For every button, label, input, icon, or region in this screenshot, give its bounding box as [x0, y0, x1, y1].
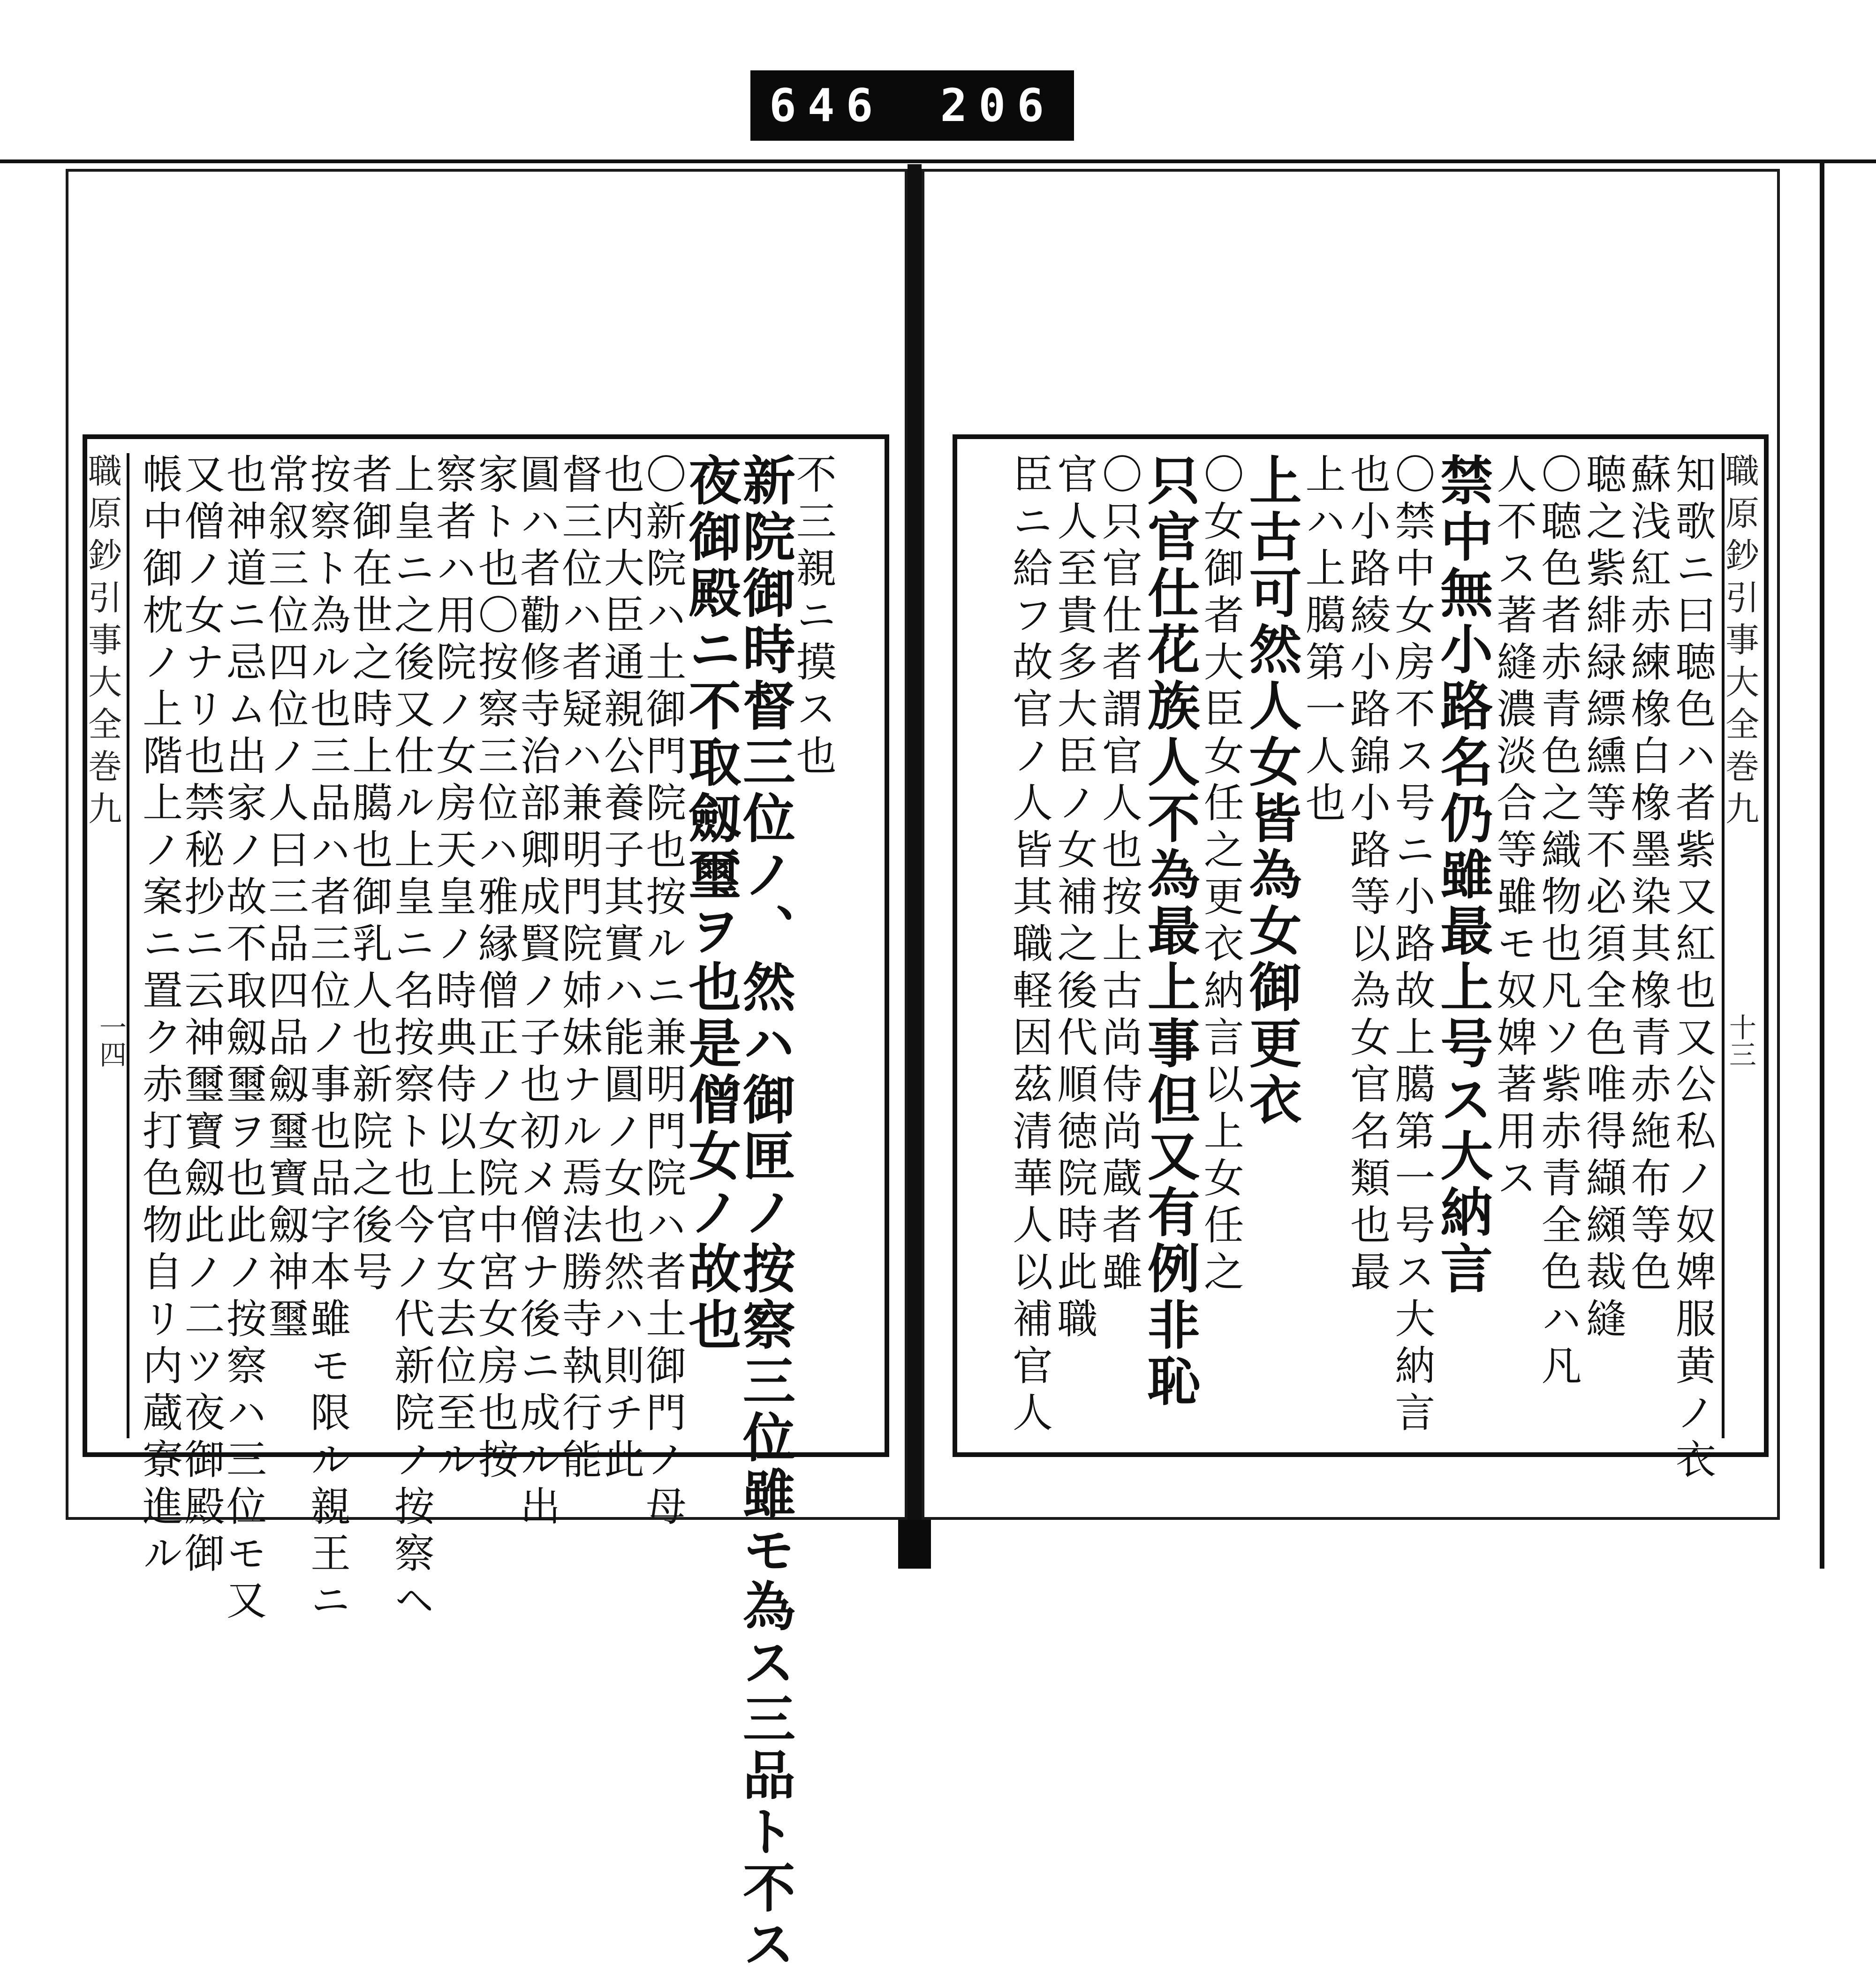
- right-column-15: 臣ニ給フ故官ノ人皆其職軽因茲清華人以補官人: [1006, 453, 1052, 1438]
- left-column-15: 又僧ノ女ナリ也禁秘抄ニ云神璽寶劔此ノ二ツ夜御殿御: [177, 453, 225, 1579]
- left-column-1: 不三親ニ摸ス也: [789, 453, 836, 782]
- left-column-6: 督三位ハ者疑ハ兼明門院姉妹ナル焉法勝寺執行能: [555, 453, 602, 1485]
- right-column-11: 〇女御者大臣女任之更衣納言以上女任之: [1196, 453, 1244, 1298]
- right-column-1: 知歌ニ曰聴色ハ者紫又紅也又公私ノ奴婢服黄ノ衣: [1668, 453, 1716, 1485]
- right-side-title: [1722, 453, 1764, 1438]
- left-volume-label: 引事大全巻九: [83, 580, 122, 833]
- right-book-title: 職原鈔: [1720, 453, 1759, 580]
- right-volume-label: 引事大全巻九: [1720, 580, 1759, 833]
- right-column-9: 上ハ上臈第一人也: [1298, 453, 1346, 828]
- right-column-12: 只官仕花族人不為最上事但又有例非恥: [1139, 453, 1201, 1410]
- left-side-title: [83, 453, 129, 1438]
- left-column-9: 察者ハ用院ノ女房天皇ノ時典侍以上官女去位至ル: [429, 453, 477, 1485]
- left-column-4: 〇新院ハ土御門院也按ルニ兼明門院ハ者土御門ノ母: [639, 453, 686, 1532]
- left-column-7: 圓ハ者勸修寺治部卿成賢ノ子也初メ僧ナ後ニ成ル出: [513, 453, 560, 1532]
- left-column-8: 家ト也〇按察三位ハ雅縁僧正ノ女院中宮女房也按: [471, 453, 518, 1485]
- right-page-number: 十三: [1725, 1013, 1756, 1068]
- scan-right-rule: [1820, 159, 1824, 1569]
- right-column-4: 〇聴色者赤青色之織物也凡ソ紫赤青全色ハ凡: [1534, 453, 1581, 1391]
- right-column-10: 上古可然人女皆為女御更衣: [1241, 453, 1302, 1129]
- book-spine-bottom: [898, 1520, 931, 1569]
- right-column-14: 官人至貴多大臣ノ女補之後代順徳院時此職: [1050, 453, 1097, 1344]
- left-book-title: 職原鈔: [83, 453, 122, 580]
- left-column-16: 帳中御枕ノ上階上ノ案ニ置ク赤打色物自リ内蔵寮進ル: [136, 453, 182, 1579]
- film-frame-label: [750, 70, 1074, 141]
- left-page-number: 一四: [95, 1013, 127, 1068]
- right-column-6: 禁中無小路名仍雖最上号ス大納言: [1431, 453, 1493, 1298]
- right-text-columns: [1006, 453, 1716, 1485]
- frame-number: 206: [940, 79, 1055, 132]
- left-text-frame: [83, 434, 889, 1973]
- right-column-5: 人不ス著縫濃淡合等雖モ奴婢著用ス: [1490, 453, 1537, 1204]
- right-text-frame: [953, 434, 1769, 1485]
- left-column-5: 也内大臣通親公養子其實ハ能圓ノ女也然ハ則チ此: [597, 453, 644, 1485]
- left-column-14: 也神道ニ忌ム出家ノ故不取劔璽ヲ也此ノ按察ハ三位モ又: [219, 453, 266, 1626]
- right-column-7: 〇禁中女房不ス号ニ小路故上臈第一号ス大納言: [1388, 453, 1435, 1438]
- left-column-10: 上皇ニ之後又仕ル上皇ニ名按察ト也今ノ代新院ノ按察ヘ: [387, 453, 434, 1626]
- right-column-3: 聴之紫緋緑縹纁等不必須全色唯得纈纐裁縫: [1579, 453, 1626, 1344]
- left-column-12: 按察ト為ル也三品ハ者三位ノ事也品字本雖モ限ル親王ニ: [303, 453, 350, 1626]
- left-column-13: 常叙三位四位ノ人曰三品四品劔璽寶劔神璽: [261, 453, 309, 1344]
- left-page: [66, 169, 908, 1973]
- right-page: [922, 169, 1780, 1520]
- reel-number: 646: [769, 79, 885, 132]
- right-column-13: 〇只官仕者謂官人也按上古尚侍尚蔵者雖: [1095, 453, 1142, 1298]
- left-column-2: 新院御時督三位ノ、然ハ御匣ノ按察三位雖モ為ス三品ト不ス: [734, 453, 796, 1973]
- left-column-11: 者御在世之時上臈也御乳人也新院之後号: [345, 453, 393, 1298]
- right-column-2: 蘇浅紅赤練橡白橡墨染其橡青赤絁布等色: [1624, 453, 1671, 1298]
- left-column-3: 夜御殿ニ不取劔璽ヲ也是僧女ノ故也: [680, 453, 741, 1354]
- left-text-columns: [136, 453, 836, 1973]
- book-gutter: [908, 164, 922, 1569]
- scan-top-rule: [0, 159, 1876, 163]
- right-column-8: 也小路綾小路錦小路等以為女官名類也最: [1343, 453, 1390, 1298]
